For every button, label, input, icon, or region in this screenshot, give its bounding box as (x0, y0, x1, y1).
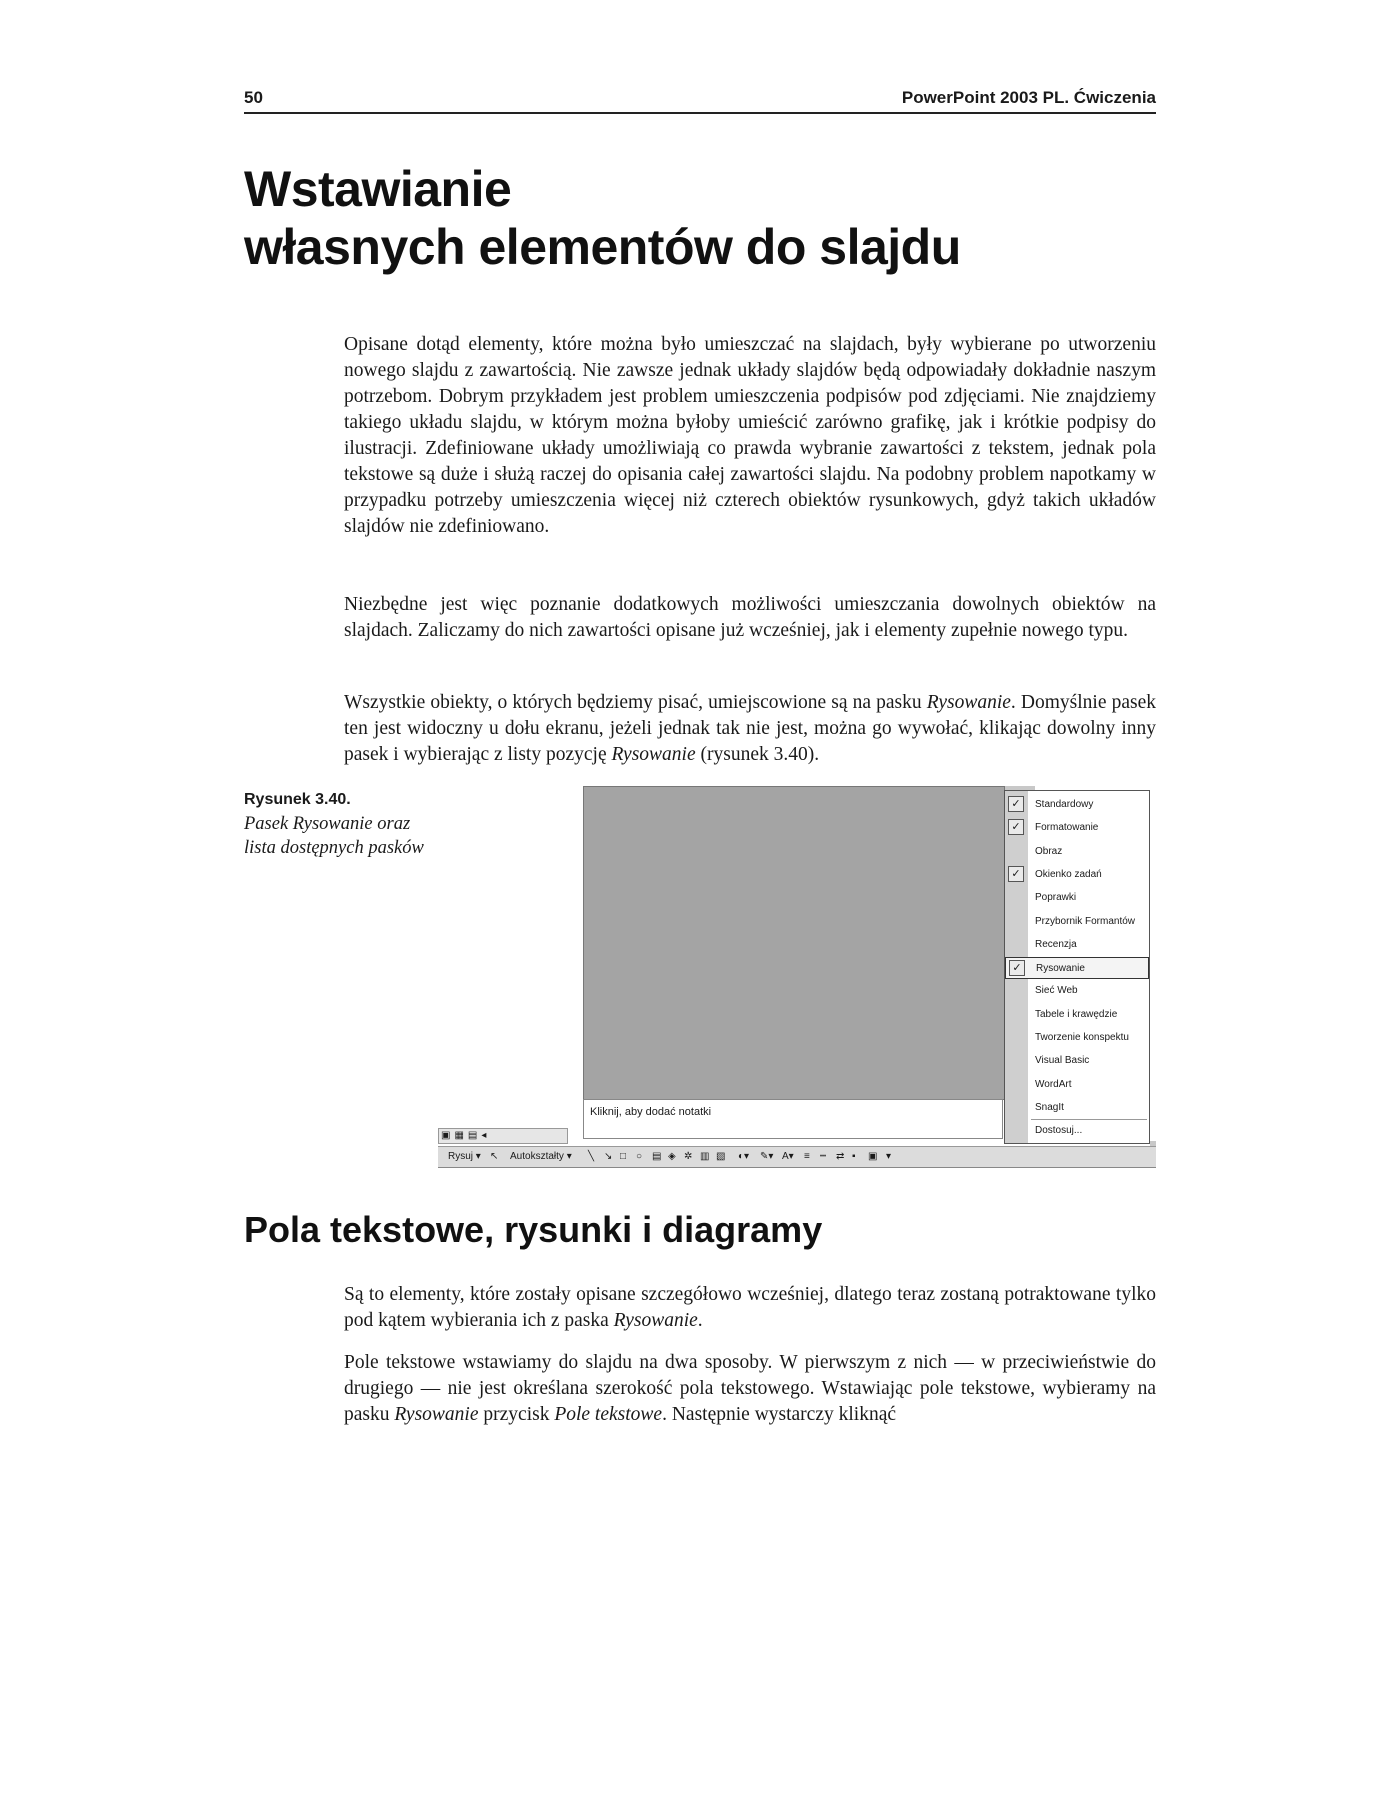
sorter-view-icon[interactable]: ▦ (454, 1130, 464, 1141)
checkmark-icon: ✓ (1008, 796, 1024, 812)
menu-item[interactable] (1005, 887, 1149, 909)
autoshapes-button[interactable]: Autokształty ▾ (510, 1151, 572, 1162)
dash-style-icon[interactable]: ┅ (820, 1151, 827, 1162)
paragraph-1: Opisane dotąd elementy, które można było umieszczać na slajdach, były wybierane po utworzeniu nowego slajdu z zawartością. Nie zawsze jednak układy slajdów będą odpowiadały dokładnie naszym potrzebom. Dobrym przykładem jest problem umieszczenia podpisów pod zdjęciami. Nie znajdziemy takiego układu slajdu, w którym można byłoby umieścić zarówno grafikę, jak i krótkie podpisy do ilustracji. Zdefiniowane układy umożliwiają co prawda wybranie zawartości z tekstem, jednak pola tekstowe są duże i służą raczej do opisania całej zawartości slajdu. Na podobny problem napotkamy w przypadku potrzeby umieszczenia więcej niż czterech obiektów rysunkowych, gdyż takich układów slajdów nie zdefiniowano. (344, 334, 1156, 537)
menu-item-label: Poprawki (1035, 892, 1077, 904)
notes-placeholder: Kliknij, aby dodać notatki (590, 1106, 712, 1118)
menu-item[interactable] (1005, 1097, 1149, 1119)
menu-item-label: Rysowanie (1036, 963, 1085, 975)
menu-item[interactable] (1005, 1074, 1149, 1096)
slideshow-icon[interactable]: ▤ (467, 1130, 478, 1141)
menu-item[interactable] (1005, 1004, 1149, 1026)
fill-color-icon[interactable]: ◐▾ (738, 1151, 750, 1162)
checkmark-icon: ✓ (1008, 819, 1024, 835)
menu-item[interactable] (1005, 957, 1149, 979)
emphasis-rysowanie: Rysowanie (926, 692, 1011, 713)
emphasis-pole-tekstowe: Pole tekstowe (554, 1404, 663, 1425)
font-color-icon[interactable]: A▾ (782, 1151, 794, 1162)
section-title-line2: własnych elementów do slajdu (244, 219, 961, 275)
book-title: PowerPoint 2003 PL. Ćwiczenia (901, 88, 1156, 107)
emphasis-rysowanie: Rysowanie (611, 744, 696, 765)
view-buttons (438, 1128, 568, 1144)
menu-item-label: Tabele i krawędzie (1035, 1008, 1118, 1020)
rectangle-icon[interactable]: □ (620, 1151, 627, 1162)
menu-item-label: Standardowy (1035, 799, 1094, 810)
drawing-toolbar (438, 1146, 1156, 1168)
notes-pane[interactable] (583, 1099, 1003, 1139)
menu-separator (1031, 1119, 1147, 1120)
paragraph-2: Niezbędne jest więc poznanie dodatkowych możliwości umieszczania dowolnych obiektów na slajdach. Zaliczamy do nich zawartości opisane już wcześniej, jak i elementy zupełnie nowego typu. (344, 594, 1156, 641)
menu-item-label: Dostosuj... (1035, 1125, 1083, 1137)
menu-item-label: Tworzenie konspektu (1035, 1032, 1129, 1043)
section2-paragraph-1: Są to elementy, które zostały opisane szczegółowo wcześniej, dlatego teraz zostaną potraktowane tylko pod kątem wybierania ich z paska Rysowanie. (344, 1284, 1156, 1331)
checkmark-icon: ✓ (1008, 866, 1024, 882)
draw-menu-button[interactable]: Rysuj ▾ (448, 1151, 481, 1162)
diagram-icon[interactable]: ✲ (684, 1151, 693, 1162)
section-title (244, 160, 961, 276)
menu-item[interactable] (1005, 934, 1149, 956)
menu-item[interactable] (1005, 1120, 1149, 1142)
line-icon[interactable]: ╲ (588, 1151, 595, 1162)
slide-canvas[interactable] (583, 786, 1005, 1100)
menu-item[interactable] (1005, 841, 1149, 863)
checkmark-icon: ✓ (1009, 960, 1025, 976)
emphasis-rysowanie: Rysowanie (394, 1404, 479, 1425)
arrow-icon[interactable]: ↘ (604, 1151, 613, 1162)
running-header (244, 86, 1156, 114)
figure-screenshot (438, 786, 1156, 1168)
menu-item-label: Przybornik Formantów (1035, 915, 1136, 927)
menu-item-label: Obraz (1035, 845, 1063, 857)
emphasis-rysowanie: Rysowanie (613, 1310, 698, 1331)
figure-number: Rysunek 3.40. (244, 791, 351, 808)
clipart-icon[interactable]: ▥ (700, 1151, 710, 1162)
textbox-icon[interactable]: ▤ (652, 1151, 662, 1162)
3d-style-icon[interactable]: ▣ (868, 1151, 878, 1162)
menu-item-label: Visual Basic (1035, 1055, 1090, 1067)
menu-item[interactable] (1005, 1027, 1149, 1049)
section2-paragraph-2: Pole tekstowe wstawiamy do slajdu na dwa sposoby. W pierwszym z nich — w przeciwieństwie do drugiego — nie jest określana szerokość pola tekstowego. Wstawiając pole tekstowe, wybieramy na pasku Rysowanie przycisk Pole tekstowe. Następnie wystarczy kliknąć (344, 1352, 1156, 1425)
menu-item[interactable] (1005, 1050, 1149, 1072)
menu-item-label: Recenzja (1035, 938, 1077, 950)
section-title-line1: Wstawianie (244, 161, 512, 217)
menu-item[interactable] (1005, 911, 1149, 933)
menu-item[interactable] (1005, 794, 1149, 816)
menu-item-label: Okienko zadań (1035, 868, 1102, 880)
menu-item-label: Formatowanie (1035, 822, 1099, 834)
paragraph-3: Wszystkie obiekty, o których będziemy pisać, umiejscowione są na pasku Rysowanie. Domyślnie pasek ten jest widoczny u dołu ekranu, jeżeli jednak tak nie jest, można go wywołać, klikając dowolny inny pasek i wybierając z listy pozycję Rysowanie (rysunek 3.40). (344, 692, 1156, 765)
arrow-style-icon[interactable]: ⇄ (836, 1151, 845, 1162)
line-color-icon[interactable]: ✎▾ (760, 1151, 774, 1162)
menu-item-label: Sieć Web (1035, 985, 1078, 997)
normal-view-icon[interactable]: ▣ (441, 1130, 451, 1141)
select-pointer-icon[interactable]: ↖ (490, 1151, 499, 1162)
page-number: 50 (244, 88, 263, 107)
section2-title: Pola tekstowe, rysunki i diagramy (244, 1209, 823, 1250)
picture-icon[interactable]: ▧ (716, 1151, 726, 1162)
menu-item[interactable] (1005, 817, 1149, 839)
line-style-icon[interactable]: ≡ (804, 1151, 810, 1162)
figure-description: Pasek Rysowanie oraz lista dostępnych pasków (244, 814, 424, 858)
scroll-left-icon[interactable]: ◂ (481, 1130, 487, 1141)
wordart-icon[interactable]: ◈ (668, 1151, 676, 1162)
toolbar-options-icon[interactable]: ▾ (886, 1151, 892, 1162)
menu-item[interactable] (1005, 980, 1149, 1002)
menu-item-label: WordArt (1035, 1078, 1072, 1090)
menu-item[interactable] (1005, 864, 1149, 886)
oval-icon[interactable]: ○ (636, 1151, 643, 1162)
figure-caption (244, 788, 444, 860)
shadow-icon[interactable]: ▪ (852, 1151, 856, 1162)
menu-item-label: SnagIt (1035, 1101, 1064, 1113)
toolbars-context-menu (1004, 790, 1150, 1144)
